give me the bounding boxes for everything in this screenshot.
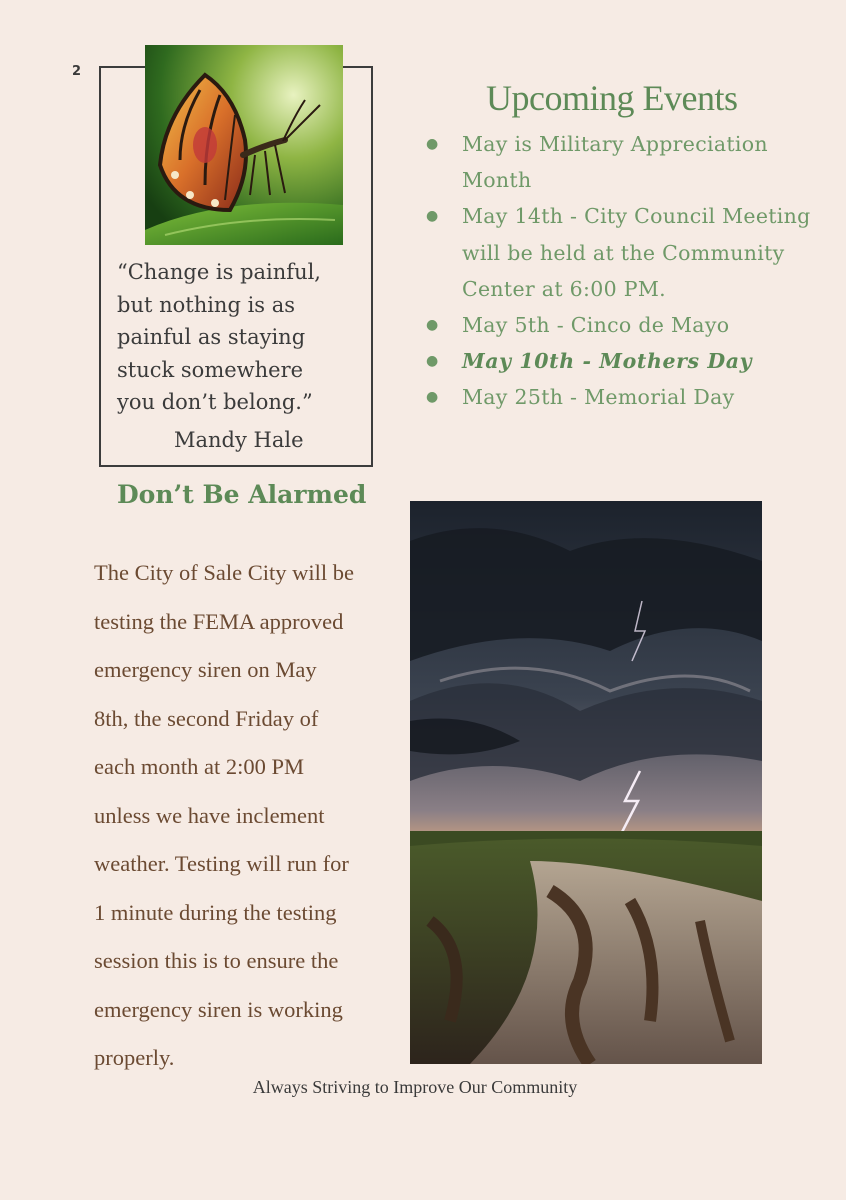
quote-line: you don’t belong.” [117, 390, 313, 414]
events-list [418, 126, 818, 416]
quote-line: painful as staying [117, 325, 306, 349]
alarm-line: properly. [94, 1045, 175, 1070]
quote-text [117, 256, 367, 419]
alarm-line: session this is to ensure the [94, 948, 339, 973]
footer-tagline-text: Always Striving to Improve Our Community [252, 1077, 578, 1097]
alarm-line: 8th, the second Friday of [94, 705, 319, 731]
event-item-highlighted: ● May 10th - Mothers Day [418, 343, 818, 379]
page-number: 2 [72, 64, 82, 79]
bullet-icon: ● [426, 317, 439, 334]
footer-tagline [0, 1077, 846, 1098]
quote-line: “Change is painful, [117, 260, 321, 284]
bullet-icon: ● [426, 208, 439, 225]
alarm-line: 1 minute during the testing [94, 899, 337, 925]
event-item: ● May 25th - Memorial Day [418, 379, 818, 415]
alarm-line: weather. Testing will run for [94, 851, 349, 876]
quote-author: Mandy Hale [174, 428, 304, 452]
alarm-body [94, 549, 404, 1083]
bullet-icon: ● [426, 136, 439, 152]
quote-line: but nothing is as [117, 292, 296, 317]
quote-line: stuck somewhere [117, 357, 304, 382]
alarm-title: Don’t Be Alarmed [117, 480, 367, 509]
butterfly-photo [145, 45, 343, 245]
alarm-line: emergency siren is working [94, 996, 343, 1022]
alarm-line: emergency siren on May [94, 657, 317, 682]
alarm-line: each month at 2:00 PM [94, 754, 304, 779]
event-item: ● May 5th - Cinco de Mayo [418, 307, 818, 343]
event-item: ● May 14th - City Council Meeting will be held at the Community Center at 6:00 PM. [418, 198, 818, 307]
alarm-line: The City of Sale City will be [94, 560, 354, 585]
bullet-icon: ● [426, 353, 439, 370]
events-title: Upcoming Events [486, 78, 738, 118]
event-item: ● May is Military Appreciation Month [418, 126, 818, 198]
alarm-line: unless we have inclement [94, 802, 325, 828]
alarm-line: testing the FEMA approved [94, 608, 344, 634]
bullet-icon: ● [426, 389, 439, 406]
storm-photo [410, 501, 762, 1064]
